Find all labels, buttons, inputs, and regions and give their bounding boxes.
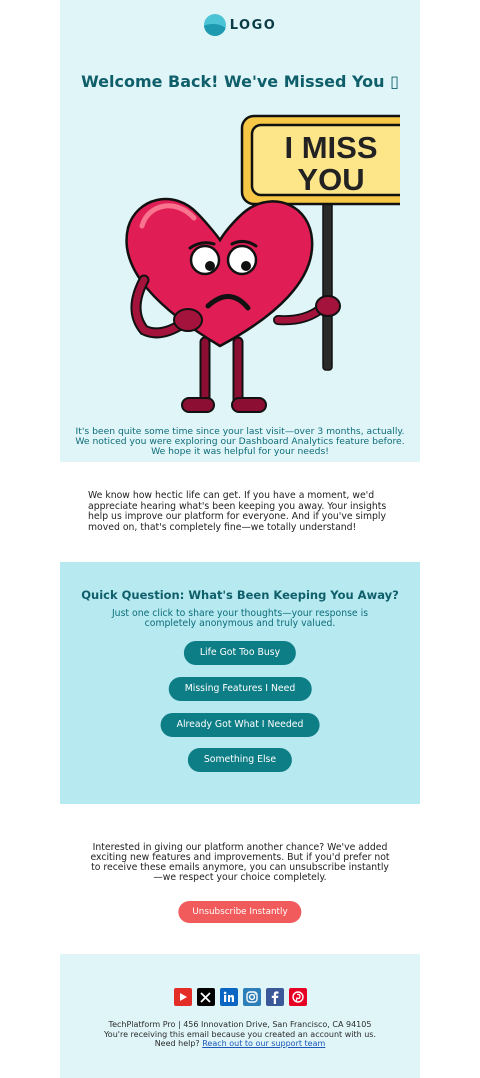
sad-heart-illustration <box>90 110 400 422</box>
intro-text: We know how hectic life can get. If you have a moment, we'd appreciate hearing what's been keeping you away. Your insights help us improve our platform for everyone. And if you've simply moved on, that's completely fine—we totally understand! <box>88 490 387 533</box>
option-life-busy-button[interactable]: Life Got Too Busy <box>184 641 296 665</box>
question-section <box>60 562 420 804</box>
logo-text: LOGO <box>229 17 277 33</box>
sign-pole <box>323 198 332 370</box>
facebook-icon[interactable] <box>266 988 284 1006</box>
option-got-what-needed-button[interactable]: Already Got What I Needed <box>161 713 320 737</box>
instagram-icon[interactable] <box>243 988 261 1006</box>
footer-text <box>60 1020 420 1049</box>
hero-title: Welcome Back! We've Missed You ▯ <box>81 72 399 91</box>
x-icon[interactable] <box>197 988 215 1006</box>
option-something-else-button[interactable]: Something Else <box>188 748 292 772</box>
question-title: Quick Question: What's Been Keeping You Away? <box>81 588 399 602</box>
social-links <box>60 988 420 1006</box>
right-eye <box>228 246 256 274</box>
question-subtitle: Just one click to share your thoughts—your response is completely anonymous and truly valued. <box>111 608 369 629</box>
logo-icon <box>204 14 226 36</box>
left-eye <box>191 246 219 274</box>
footer-help <box>60 1039 420 1049</box>
retention-section <box>60 804 420 954</box>
hero-section <box>60 0 420 462</box>
hero-text: It's been quite some time since your last visit—over 3 months, actually. We noticed you were exploring our Dashboard Analytics feature before. We hope it was helpful for your needs! <box>75 426 405 457</box>
youtube-icon[interactable] <box>174 988 192 1006</box>
support-link[interactable]: Reach out to our support team <box>202 1039 326 1048</box>
retention-text: Interested in giving our platform another chance? We've added exciting new features and improvements. But if you'd prefer not to receive these emails anymore, you can unsubscribe instantly—we respect your choice completely. <box>90 842 390 883</box>
footer-address: TechPlatform Pro | 456 Innovation Drive, San Francisco, CA 94105 <box>108 1020 372 1029</box>
footer <box>60 954 420 1078</box>
sign-text-line1: I MISS <box>284 130 378 165</box>
linkedin-icon[interactable] <box>220 988 238 1006</box>
pinterest-icon[interactable] <box>289 988 307 1006</box>
unsubscribe-button[interactable]: Unsubscribe Instantly <box>178 901 301 923</box>
option-missing-features-button[interactable]: Missing Features I Need <box>169 677 312 701</box>
intro-section <box>60 462 420 562</box>
sign-text-line2: YOU <box>297 162 365 197</box>
footer-reason: You're receiving this email because you created an account with us. <box>103 1029 377 1039</box>
footer-help-prefix: Need help? <box>154 1039 200 1048</box>
logo[interactable] <box>60 14 420 36</box>
